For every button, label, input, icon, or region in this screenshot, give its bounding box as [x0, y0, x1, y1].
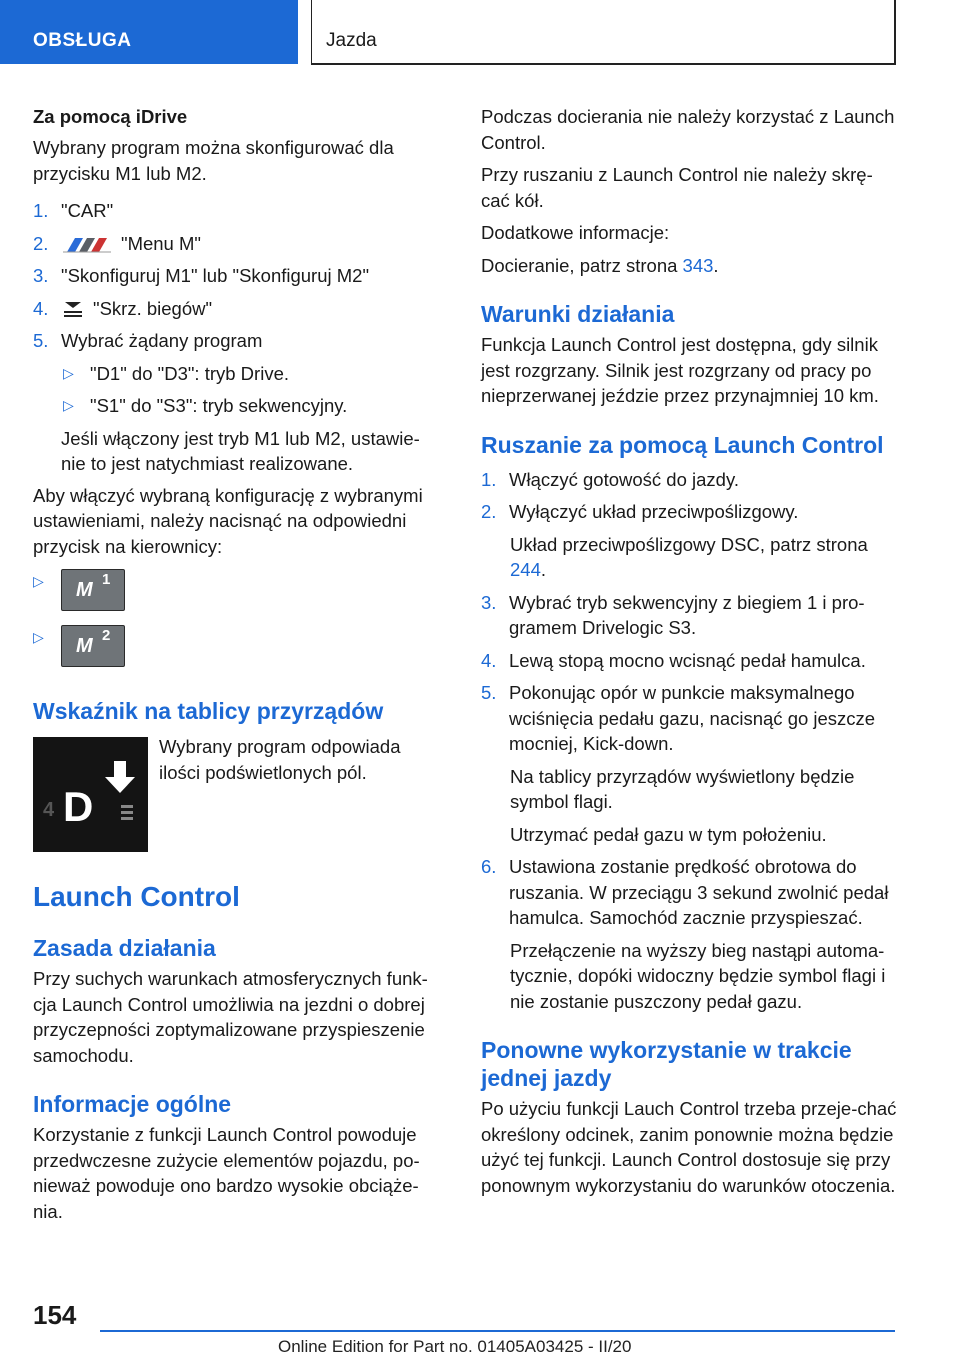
button-number: 1: [102, 571, 111, 588]
idrive-heading: Za pomocą iDrive: [33, 106, 188, 127]
step-number: 4.: [481, 649, 497, 671]
button-letter: M: [76, 579, 93, 601]
list-item: [33, 231, 443, 257]
step-note: Na tablicy przyrządów wyświetlony będzie symbol flagi.: [510, 765, 855, 812]
gear-count: 4: [43, 799, 55, 821]
reuse-heading: Ponowne wykorzystanie w trakcie jednej jazdy: [481, 1037, 852, 1091]
list-item: [481, 680, 901, 757]
step-text: "Menu M": [121, 232, 201, 254]
reuse-text: Po użyciu funkcji Lauch Control trzeba przeje-chać określony odcinek, zanim ponownie można będzie użyć tej funkcji. Launch Control dostosuje się przy ponownym wykorzystaniu do warunków otoczenia.: [481, 1098, 897, 1196]
step-number: 5.: [481, 682, 497, 703]
step-text: Lewą stopą mocno wcisnąć pedał hamulca.: [509, 649, 866, 671]
step-number: 3.: [33, 265, 49, 286]
sub-list-item: [33, 393, 443, 419]
list-item: [481, 648, 901, 674]
step-text: Pokonując opór w punkcie maksymalnego wciśnięcia pedału gazu, nacisnąć go jeszcze mocniej, Kick-down.: [509, 682, 876, 754]
step-number: 3.: [481, 591, 497, 613]
conditions-heading: Warunki działania: [481, 301, 675, 327]
step-text: Wyłączyć układ przeciwpoślizgowy.: [509, 501, 799, 522]
page-link[interactable]: 244: [510, 559, 541, 580]
sub-item-text: "S1" do "S3": tryb sekwencyjny.: [90, 395, 348, 416]
idrive-text: Wybrany program można skonfigurować dla przycisku M1 lub M2.: [33, 137, 394, 184]
m1-button-icon: [61, 569, 125, 611]
sub-item-text: "D1" do "D3": tryb Drive.: [90, 362, 289, 384]
launch-control-title: Launch Control: [33, 881, 240, 912]
indicator-text: Wybrany program odpowiada ilości podświetlonych pól.: [159, 736, 401, 783]
step-number: 2.: [481, 501, 497, 522]
list-item: [481, 854, 901, 931]
right-column: [481, 104, 901, 1198]
principle-text: Przy suchych warunkach atmosferycznych funk-cja Launch Control umożliwia na jezdni o dobrej przyczepności zoptymalizowane przyspieszenie samochodu.: [33, 968, 428, 1066]
m2-button-item: [33, 625, 443, 667]
page-link[interactable]: 343: [682, 254, 714, 276]
general-text: Korzystanie z funkcji Launch Control powoduje przedwczesne zużycie elementów pojazdu, po-nieważ powoduje ono bardzo wysokie obciąże-nia.: [33, 1124, 420, 1222]
paragraph: [481, 253, 901, 279]
note-text: Układ przeciwpoślizgowy DSC, patrz strona: [510, 533, 868, 555]
indicator-heading: Wskaźnik na tablicy przyrządów: [33, 698, 384, 724]
step-note: [481, 532, 901, 583]
step-text: Wybrać żądany program: [61, 330, 263, 351]
general-heading: Informacje ogólne: [33, 1091, 232, 1117]
list-item: [481, 590, 901, 641]
principle-heading: Zasada działania: [33, 935, 216, 961]
note-suffix: .: [540, 559, 547, 580]
step-number: 5.: [33, 330, 49, 351]
conditions-text: Funkcja Launch Control jest dostępna, gdy silnik jest rozgrzany. Silnik jest rozgrzany od pracy po nieprzerwanej jeździe przez przynajmniej 10 km.: [481, 334, 879, 406]
m2-button-icon: [61, 625, 125, 667]
page-number: 154: [33, 1300, 77, 1330]
step-number: 2.: [33, 232, 49, 254]
footer-divider: [100, 1330, 895, 1332]
step-number: 4.: [33, 297, 49, 319]
shift-down-arrow-icon: [105, 759, 135, 829]
step-note: Utrzymać pedał gazu w tym położeniu.: [510, 823, 827, 845]
gearbox-icon: [61, 300, 85, 320]
paragraph: Podczas docierania nie należy korzystać z Launch Control.: [481, 106, 895, 153]
step-number: 1.: [33, 200, 49, 221]
section-label: OBSŁUGA: [33, 30, 132, 51]
step-text: Ustawiona zostanie prędkość obrotowa do ruszania. W przeciągu 3 sekund zwolnić pedał hamulca. Samochód zacznie przyspieszać.: [509, 856, 889, 928]
step-number: 1.: [481, 468, 497, 490]
sub-list-item: [33, 361, 443, 387]
list-item: [33, 296, 443, 322]
step-note: Jeśli włączony jest tryb M1 lub M2, ustawie-nie to jest natychmiast realizowane.: [61, 427, 420, 474]
step-note: Przełączenie na wyższy bieg nastąpi automa-tycznie, dopóki widoczny będzie symbol flagi i nie zostanie puszczony pedał gazu.: [510, 939, 886, 1012]
list-item: [481, 499, 901, 525]
step-text: "Skonfiguruj M1" lub "Skonfiguruj M2": [61, 265, 370, 286]
section-tab: [0, 0, 298, 64]
step-text: Włączyć gotowość do jazdy.: [509, 468, 739, 490]
indicator-block: [33, 737, 443, 852]
list-item: [33, 263, 443, 289]
dashboard-display-image: [33, 737, 148, 852]
start-heading: Ruszanie za pomocą Launch Control: [481, 431, 884, 458]
chapter-tab: [311, 0, 896, 65]
apply-text: Aby włączyć wybraną konfigurację z wybranymi ustawieniami, należy nacisnąć na odpowiedni przycisk na kierownicy:: [33, 484, 423, 557]
step-text: Wybrać tryb sekwencyjny z biegiem 1 i pro-gramem Drivelogic S3.: [509, 591, 865, 638]
list-item: [33, 198, 443, 224]
triangle-bullet-icon: ▷: [33, 629, 44, 645]
triangle-bullet-icon: ▷: [33, 573, 44, 589]
triangle-bullet-icon: ▷: [63, 397, 74, 413]
left-column: [33, 104, 443, 1224]
paragraph: Dodatkowe informacje:: [481, 222, 670, 243]
button-letter: M: [76, 635, 93, 657]
m-stripes-icon: [61, 236, 113, 254]
ref-suffix: .: [713, 254, 719, 276]
step-text: "CAR": [61, 200, 114, 221]
button-number: 2: [102, 627, 111, 644]
m1-button-item: [33, 569, 443, 611]
step-number: 6.: [481, 856, 497, 877]
paragraph: Przy ruszaniu z Launch Control nie należy skrę-cać kół.: [481, 164, 873, 211]
chapter-label: Jazda: [326, 30, 377, 51]
edition-text: Online Edition for Part no. 01405A03425 - II/20: [278, 1337, 632, 1356]
triangle-bullet-icon: ▷: [63, 364, 74, 381]
list-item: [33, 328, 443, 354]
list-item: [481, 467, 901, 493]
drive-mode: D: [63, 783, 94, 830]
step-text: "Skrz. biegów": [93, 297, 213, 319]
ref-text: Docieranie, patrz strona: [481, 254, 683, 276]
